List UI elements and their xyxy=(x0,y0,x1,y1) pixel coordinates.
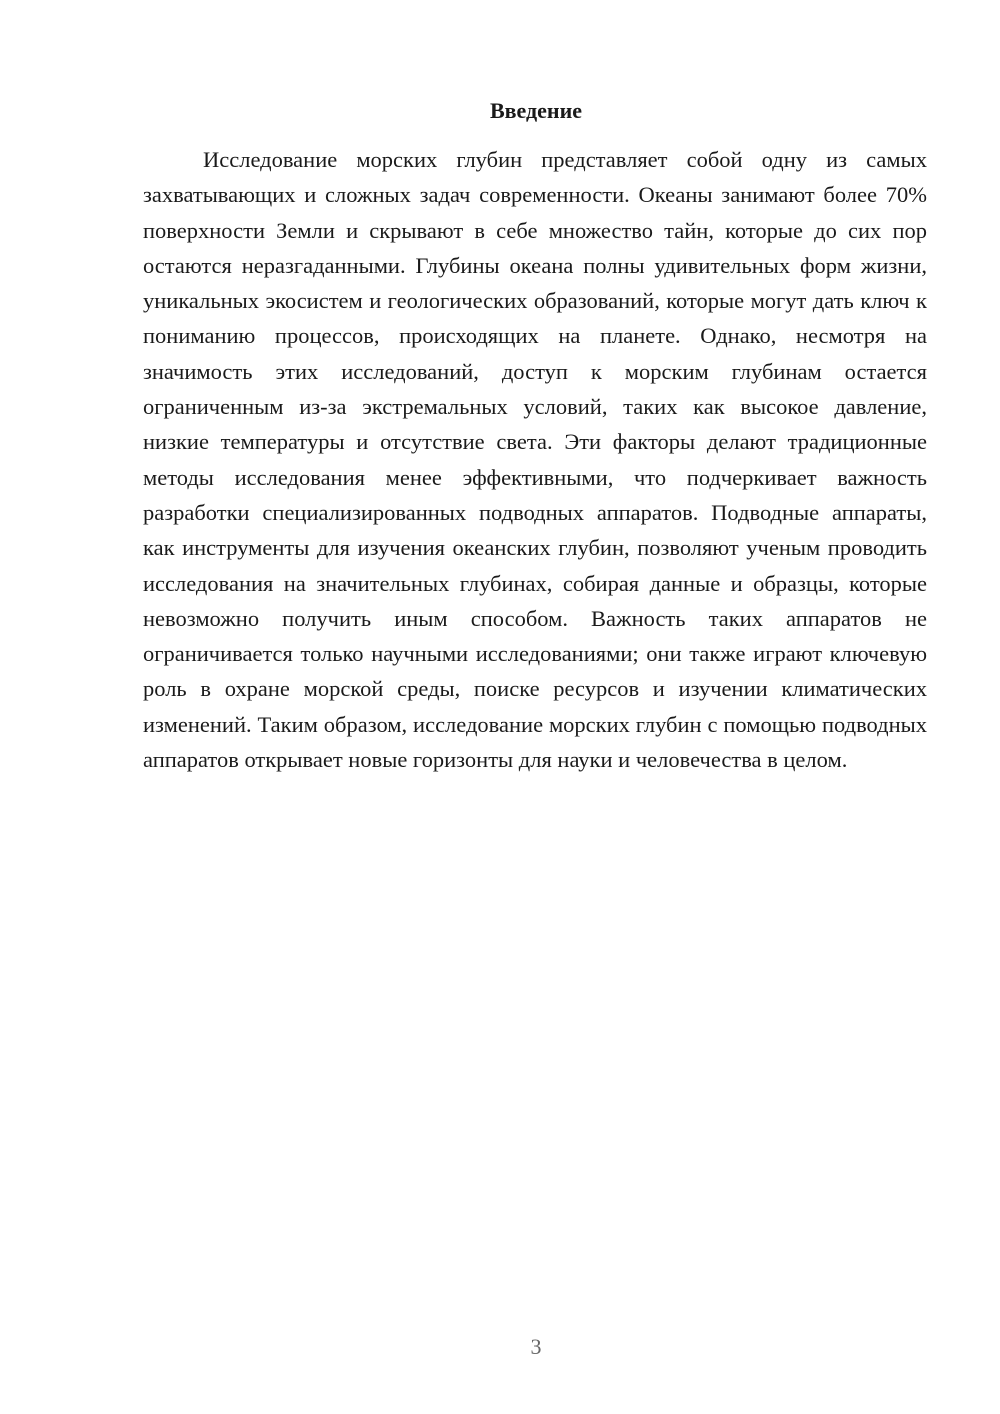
page-number: 3 xyxy=(530,1334,542,1359)
body-paragraph: Исследование морских глубин представляет собой одну из самых захватывающих и сложных задач современности. Океаны занимают более 70% поверхности Земли и скрывают в себе множество тайн, которые до сих пор остаются неразгаданными. Глубины океана полны удивительных форм жизни, уникальных экосистем и геологических образований, которые могут дать ключ к пониманию процессов, происходящих на планете. Однако, несмотря на значимость этих исследований, доступ к морским глубинам остается ограниченным из-за экстремальных условий, таких как высокое давление, низкие температуры и отсутствие света. Эти факторы делают традиционные методы исследования менее эффективными, что подчеркивает важность разработки специализированных подводных аппаратов. Подводные аппараты, как инструменты для изучения океанских глубин, позволяют ученым проводить исследования на значительных глубинах, собирая данные и образцы, которые невозможно получить иным способом. Важность таких аппаратов не ограничивается только научными исследованиями; они также играют ключевую роль в охране морской среды, поиске ресурсов и изучении климатических изменений. Таким образом, исследование морских глубин с помощью подводных аппаратов открывает новые горизонты для науки и человечества в целом. xyxy=(143,147,927,773)
section-heading: Введение xyxy=(489,98,583,123)
